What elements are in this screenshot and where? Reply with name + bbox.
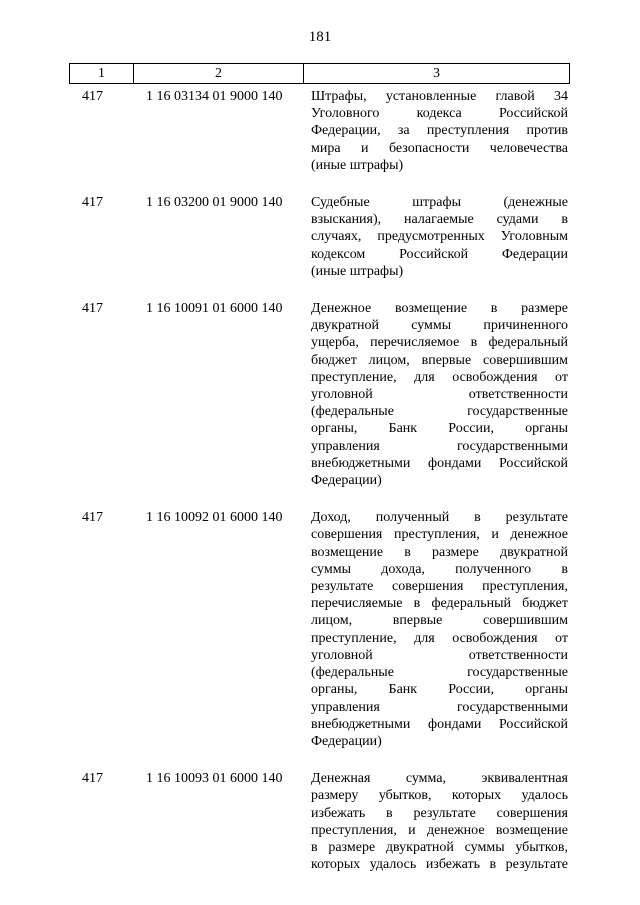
description-cell	[311, 300, 568, 489]
description-line: органы, Банк России, органы	[311, 682, 568, 698]
description-line: которых удалось избежать в результате	[311, 857, 568, 873]
budget-classification-code-cell: 1 16 10091 01 6000 140	[146, 301, 283, 317]
description-line: избежать в результате совершения	[311, 805, 568, 821]
table-row	[69, 509, 569, 750]
description-line: лицом, впервые совершившим	[311, 613, 568, 629]
description-line: Денежное возмещение в размере	[311, 301, 568, 317]
description-line: ущерба, перечисляемое в федеральный	[311, 335, 568, 351]
description-line: преступление, для освобождения от	[311, 369, 568, 385]
budget-classification-code-cell: 1 16 10092 01 6000 140	[146, 510, 283, 526]
admin-code-cell: 417	[82, 89, 103, 104]
description-line: в размере двукратной суммы убытков,	[311, 839, 568, 855]
description-line: случаях, предусмотренных Уголовным	[311, 229, 568, 245]
column-header-table	[69, 63, 570, 84]
column-header-3: 3	[304, 64, 570, 84]
table-row	[69, 194, 569, 280]
admin-code-cell: 417	[82, 195, 103, 211]
description-line: Судебные штрафы (денежные	[311, 195, 568, 211]
budget-classification-code-cell: 1 16 10093 01 6000 140	[146, 771, 283, 787]
description-line: уголовной ответственности	[311, 647, 568, 663]
admin-code-cell: 417	[82, 301, 103, 317]
description-line: Федерации, за преступления против	[311, 123, 568, 139]
description-cell	[311, 88, 568, 174]
description-line: внебюджетными фондами Российской	[311, 455, 568, 471]
description-cell	[311, 509, 568, 750]
description-line: управления государственными	[311, 438, 568, 454]
description-line: мира и безопасности человечества	[311, 140, 568, 156]
admin-code-cell: 417	[82, 771, 103, 787]
table-row	[69, 770, 569, 873]
budget-classification-code-cell: 1 16 03200 01 9000 140	[146, 195, 283, 211]
description-line: Уголовного кодекса Российской	[311, 106, 568, 122]
description-line: Федерации)	[311, 733, 382, 749]
description-line: перечисляемые в федеральный бюджет	[311, 596, 568, 612]
description-cell	[311, 194, 568, 280]
description-line: возмещение в размере двукратной	[311, 544, 568, 560]
description-line: двукратной суммы причиненного	[311, 318, 568, 334]
column-header-1: 1	[70, 64, 134, 84]
description-line: совершения преступления, и денежное	[311, 527, 568, 543]
description-line: Федерации)	[311, 473, 382, 489]
description-line: внебюджетными фондами Российской	[311, 716, 568, 732]
description-line: преступления, и денежное возмещение	[311, 822, 568, 838]
description-line: органы, Банк России, органы	[311, 421, 568, 437]
description-line: (федеральные государственные	[311, 404, 568, 420]
page-number: 181	[308, 29, 332, 45]
description-line: размеру убытков, которых удалось	[311, 788, 568, 804]
description-line: (федеральные государственные	[311, 665, 568, 681]
description-line: результате совершения преступления,	[311, 579, 568, 595]
budget-classification-code-cell: 1 16 03134 01 9000 140	[146, 89, 283, 104]
description-cell	[311, 770, 568, 873]
column-header-row	[70, 64, 570, 84]
table-row	[69, 88, 569, 174]
description-line: Денежная сумма, эквивалентная	[311, 771, 568, 787]
description-line: Штрафы, установленные главой 34	[311, 89, 568, 104]
column-header-2: 2	[134, 64, 304, 84]
description-line: кодексом Российской Федерации	[311, 246, 568, 262]
table-row	[69, 300, 569, 489]
revenue-code-list	[69, 88, 569, 893]
description-line: взыскания), налагаемые судами в	[311, 212, 568, 228]
description-line: (иные штрафы)	[311, 263, 404, 279]
description-line: уголовной ответственности	[311, 387, 568, 403]
description-line: бюджет лицом, впервые совершившим	[311, 352, 568, 368]
description-line: Доход, полученный в результате	[311, 510, 568, 526]
description-line: управления государственными	[311, 699, 568, 715]
description-line: (иные штрафы)	[311, 157, 404, 173]
admin-code-cell: 417	[82, 510, 103, 526]
description-line: суммы дохода, полученного в	[311, 561, 568, 577]
description-line: преступление, для освобождения от	[311, 630, 568, 646]
